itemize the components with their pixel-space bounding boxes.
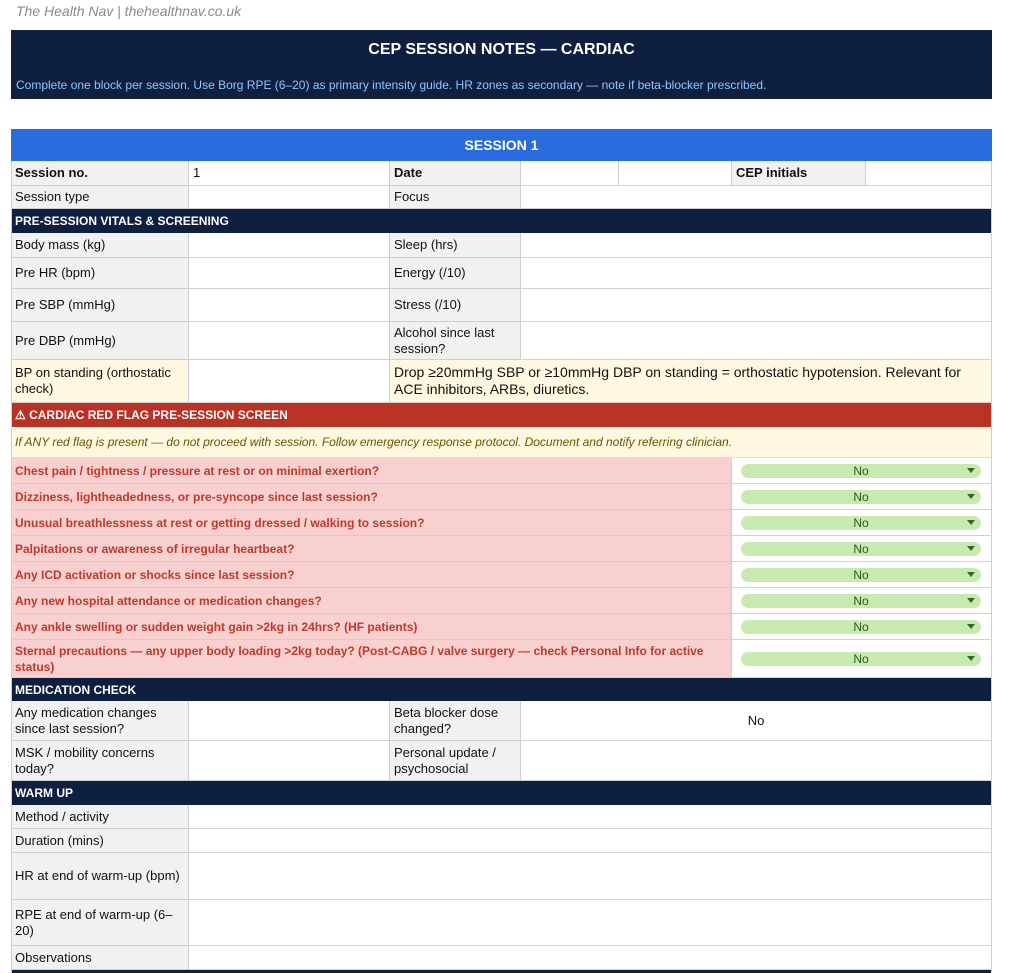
red-flag-answer-dropdown[interactable] [741, 594, 981, 608]
dropdown-arrow-icon [967, 624, 975, 629]
red-flag-answer-dropdown[interactable] [741, 464, 981, 478]
warmup-method-label: Method / activity [11, 805, 189, 829]
energy-field[interactable] [521, 258, 992, 289]
dropdown-arrow-icon [967, 572, 975, 577]
pre-sbp-field[interactable] [189, 289, 390, 322]
dropdown-arrow-icon [967, 494, 975, 499]
red-flag-answer-dropdown[interactable] [741, 542, 981, 556]
stress-label: Stress (/10) [390, 289, 521, 322]
pre-hr-label: Pre HR (bpm) [11, 258, 189, 289]
red-flag-answer-value: No [853, 464, 869, 478]
msk-label: MSK / mobility concerns today? [11, 741, 189, 781]
personal-update-label: Personal update / psychosocial [390, 741, 521, 781]
focus-label: Focus [390, 186, 521, 209]
dropdown-arrow-icon [967, 598, 975, 603]
red-flag-question: Any ICD activation or shocks since last session? [11, 562, 732, 588]
session-type-field[interactable] [189, 186, 390, 209]
body-mass-field[interactable] [189, 233, 390, 258]
page-title: CEP SESSION NOTES — CARDIAC [11, 30, 992, 70]
page-subtitle: Complete one block per session. Use Borg RPE (6–20) as primary intensity guide. HR zones as secondary — note if beta-blocker prescribed. [11, 70, 992, 99]
warmup-rpe-field[interactable] [189, 900, 992, 946]
bp-standing-field[interactable] [189, 360, 390, 403]
brand-header: The Health Nav | thehealthnav.co.uk [16, 3, 242, 19]
observations-label: Observations [11, 946, 189, 970]
pre-dbp-field[interactable] [189, 322, 390, 360]
warmup-duration-label: Duration (mins) [11, 829, 189, 853]
warmup-hr-field[interactable] [189, 853, 992, 900]
red-flag-question: Any ankle swelling or sudden weight gain >2kg in 24hrs? (HF patients) [11, 614, 732, 640]
red-flag-answer-dropdown[interactable] [741, 652, 981, 666]
red-flag-answer-value: No [853, 652, 869, 666]
red-flag-answer-value: No [853, 490, 869, 504]
warmup-method-field[interactable] [189, 805, 992, 829]
personal-update-field[interactable] [521, 741, 992, 781]
medication-section-heading: MEDICATION CHECK [11, 678, 992, 701]
red-flag-question: Dizziness, lightheadedness, or pre-syncope since last session? [11, 484, 732, 510]
pre-hr-field[interactable] [189, 258, 390, 289]
red-flag-answer-value: No [853, 542, 869, 556]
cep-initials-field[interactable] [866, 161, 992, 186]
red-flag-section-heading: ⚠ CARDIAC RED FLAG PRE-SESSION SCREEN [11, 403, 992, 427]
session-heading: SESSION 1 [11, 129, 992, 161]
red-flag-question: Unusual breathlessness at rest or getting dressed / walking to session? [11, 510, 732, 536]
red-flag-question: Sternal precautions — any upper body loading >2kg today? (Post-CABG / valve surgery — check Personal Info for active status) [11, 640, 732, 678]
session-no-field[interactable]: 1 [189, 161, 390, 186]
warmup-rpe-label: RPE at end of warm-up (6–20) [11, 900, 189, 946]
body-mass-label: Body mass (kg) [11, 233, 189, 258]
red-flag-answer-value: No [853, 594, 869, 608]
warmup-duration-field[interactable] [189, 829, 992, 853]
dropdown-arrow-icon [967, 656, 975, 661]
msk-field[interactable] [189, 741, 390, 781]
sleep-label: Sleep (hrs) [390, 233, 521, 258]
red-flag-answer-dropdown[interactable] [741, 490, 981, 504]
session-no-label: Session no. [11, 161, 189, 186]
observations-field[interactable] [189, 946, 992, 970]
sleep-field[interactable] [521, 233, 992, 258]
red-flag-answer-value: No [853, 568, 869, 582]
stress-field[interactable] [521, 289, 992, 322]
bp-standing-label: BP on standing (orthostatic check) [11, 360, 189, 403]
orthostatic-note: Drop ≥20mmHg SBP or ≥10mmHg DBP on standing = orthostatic hypotension. Relevant for ACE inhibitors, ARBs, diuretics. [390, 360, 992, 403]
alcohol-field[interactable] [521, 322, 992, 360]
energy-label: Energy (/10) [390, 258, 521, 289]
cep-initials-label: CEP initials [732, 161, 866, 186]
beta-blocker-label: Beta blocker dose changed? [390, 701, 521, 741]
red-flag-answer-dropdown[interactable] [741, 516, 981, 530]
warmup-hr-label: HR at end of warm-up (bpm) [11, 853, 189, 900]
medication-changes-field[interactable] [189, 701, 390, 741]
vitals-section-heading: PRE-SESSION VITALS & SCREENING [11, 209, 992, 233]
red-flag-answer-value: No [853, 620, 869, 634]
red-flag-answer-dropdown[interactable] [741, 620, 981, 634]
red-flag-warning: If ANY red flag is present — do not proceed with session. Follow emergency response protocol. Document and notify referring clinician. [11, 427, 992, 458]
red-flag-question: Any new hospital attendance or medication changes? [11, 588, 732, 614]
date-field[interactable] [521, 161, 619, 186]
medication-changes-label: Any medication changes since last session? [11, 701, 189, 741]
warmup-section-heading: WARM UP [11, 781, 992, 805]
red-flag-question: Palpitations or awareness of irregular heartbeat? [11, 536, 732, 562]
red-flag-answer-value: No [853, 516, 869, 530]
alcohol-label: Alcohol since last session? [390, 322, 521, 360]
focus-field[interactable] [521, 186, 992, 209]
dropdown-arrow-icon [967, 468, 975, 473]
date-field-extra[interactable] [619, 161, 732, 186]
beta-blocker-field[interactable]: No [521, 701, 992, 741]
pre-dbp-label: Pre DBP (mmHg) [11, 322, 189, 360]
date-label: Date [390, 161, 521, 186]
dropdown-arrow-icon [967, 546, 975, 551]
dropdown-arrow-icon [967, 520, 975, 525]
red-flag-question: Chest pain / tightness / pressure at rest or on minimal exertion? [11, 458, 732, 484]
red-flag-answer-dropdown[interactable] [741, 568, 981, 582]
pre-sbp-label: Pre SBP (mmHg) [11, 289, 189, 322]
session-type-label: Session type [11, 186, 189, 209]
